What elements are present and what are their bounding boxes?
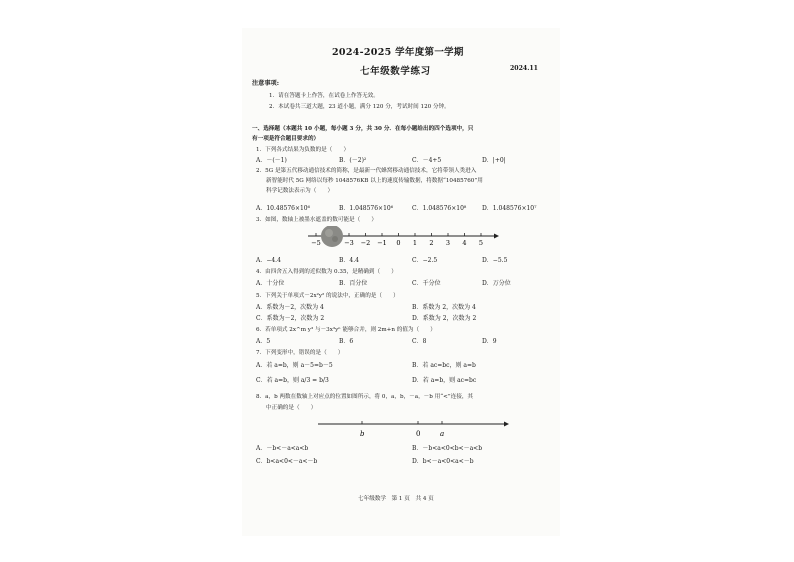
note-item-1: 1．请在答题卡上作答，在试卷上作答无效。 — [269, 93, 379, 99]
q1-option-b: B．(－2)² — [339, 157, 367, 164]
q5-option-c: C．系数为－2，次数为 2 — [256, 315, 325, 322]
q5-option-a: A．系数为－2，次数为 4 — [256, 304, 324, 311]
q2-option-a: A．10.48576×10⁶ — [256, 205, 311, 212]
q3-option-c: C．−2.5 — [412, 257, 438, 264]
q3-tick-label: −2 — [360, 239, 371, 247]
exam-subtitle: 七年级数学练习 — [360, 66, 431, 77]
section1-line2: 有一项是符合题目要求的） — [252, 136, 320, 142]
q8-label-zero: 0 — [416, 430, 421, 438]
q3-stem: 3．如图，数轴上被墨水遮盖的数可能是（ ） — [256, 217, 378, 223]
notes-heading: 注意事项: — [252, 80, 280, 87]
q3-tick-label: 3 — [445, 239, 451, 247]
q8-option-c: C．b<a<0<－a<－b — [256, 458, 318, 465]
q8-label-b: b — [360, 430, 365, 438]
q8-number-line — [314, 418, 514, 440]
q3-tick-label: 1 — [412, 239, 418, 247]
q7-option-b: B．若 ac=bc，则 a=b — [412, 362, 476, 369]
q6-option-d: D．9 — [482, 338, 497, 345]
q6-option-b: B．6 — [339, 338, 354, 345]
q4-option-c: C．千分位 — [412, 280, 441, 287]
q5-stem: 5．下列关于单项式－2x²y² 的说法中，正确的是（ ） — [256, 293, 399, 299]
exam-title: 2024-2025 学年度第一学期 — [332, 47, 464, 58]
note-item-2: 2．本试卷共三道大题，23 道小题，满分 120 分，考试时间 120 分钟。 — [269, 104, 450, 110]
q6-option-a: A．5 — [256, 338, 271, 345]
q3-tick-label: −3 — [344, 239, 354, 247]
q4-stem: 4．由四舍五入得到的近似数为 0.35，是精确到（ ） — [256, 269, 397, 275]
q7-option-d: D．若 a=b，则 ac=bc — [412, 377, 477, 384]
q1-option-c: C．－4+5 — [412, 157, 442, 164]
q4-option-d: D．万分位 — [482, 280, 511, 287]
q3-option-b: B．4.4 — [339, 257, 359, 264]
q3-tick-label: 4 — [462, 239, 467, 247]
q7-stem: 7．下列变形中，错误的是（ ） — [256, 350, 344, 356]
q2-option-d: D．1.048576×10⁷ — [482, 205, 537, 212]
q2-line3: 科学记数法表示为（ ） — [266, 188, 334, 194]
q1-option-d: D．|+0| — [482, 157, 506, 164]
q1-option-a: A．－(－1) — [256, 157, 287, 164]
q3-option-d: D．−5.5 — [482, 257, 508, 264]
exam-date: 2024.11 — [510, 65, 538, 72]
q2-option-b: B．1.048576×10⁶ — [339, 205, 394, 212]
q3-tick-label: 0 — [396, 239, 401, 247]
q8-label-a: a — [440, 430, 445, 438]
q6-option-c: C．8 — [412, 338, 427, 345]
exam-page — [242, 28, 560, 536]
q3-tick-label: 5 — [478, 239, 484, 247]
q6-stem: 6．若单项式 2x^m y³ 与－3x³yⁿ 能够合并，则 2m+n 的值为（ ） — [256, 327, 436, 333]
ink-blot — [321, 226, 343, 247]
q7-option-c: C．若 a=b，则 a/3 = b/3 — [256, 377, 329, 384]
q4-option-a: A．十分位 — [256, 280, 285, 287]
q1-stem: 1．下列各式结果为负数的是（ ） — [256, 147, 350, 153]
q3-tick-label: −1 — [377, 239, 387, 247]
q8-option-d: D．b<－a<0<a<－b — [412, 458, 474, 465]
q8-option-a: A．－b<－a<a<b — [256, 445, 309, 452]
q2-line1: 2．5G 是第五代移动通信技术的简称，是最新一代蜂窝移动通信技术，它将带领人类进入 — [256, 168, 477, 174]
q5-option-b: B．系数为 2，次数为 4 — [412, 304, 476, 311]
q3-tick-label: −5 — [311, 239, 321, 247]
q4-option-b: B．百分位 — [339, 280, 368, 287]
q7-option-a: A．若 a=b，则 a－5=b－5 — [256, 362, 333, 369]
q8-option-b: B．－b<a<0<b<－a<b — [412, 445, 483, 452]
q2-option-c: C．1.048576×10⁸ — [412, 205, 467, 212]
q2-line2: 新智能时代 5G 网络以每秒 1048576KB 以上的速度传输数据，将数据“10485760”用 — [266, 178, 483, 184]
q3-option-a: A．−4.4 — [256, 257, 281, 264]
q8-line2: 中正确的是（ ） — [266, 405, 317, 411]
section1-line1: 一、选择题（本题共 10 小题，每小题 3 分，共 30 分．在每小题给出的四个选项中，只 — [252, 126, 474, 132]
page-footer: 七年级数学 第 1 页 共 4 页 — [358, 496, 434, 502]
q8-line1: 8．a，b 两数在数轴上对应点的位置如图所示，将 0，a，b，－a，－b 用“<”连接，其 — [256, 394, 474, 400]
q3-number-line — [302, 226, 502, 254]
q5-option-d: D．系数为 2，次数为 2 — [412, 315, 477, 322]
q3-tick-label: 2 — [429, 239, 434, 247]
